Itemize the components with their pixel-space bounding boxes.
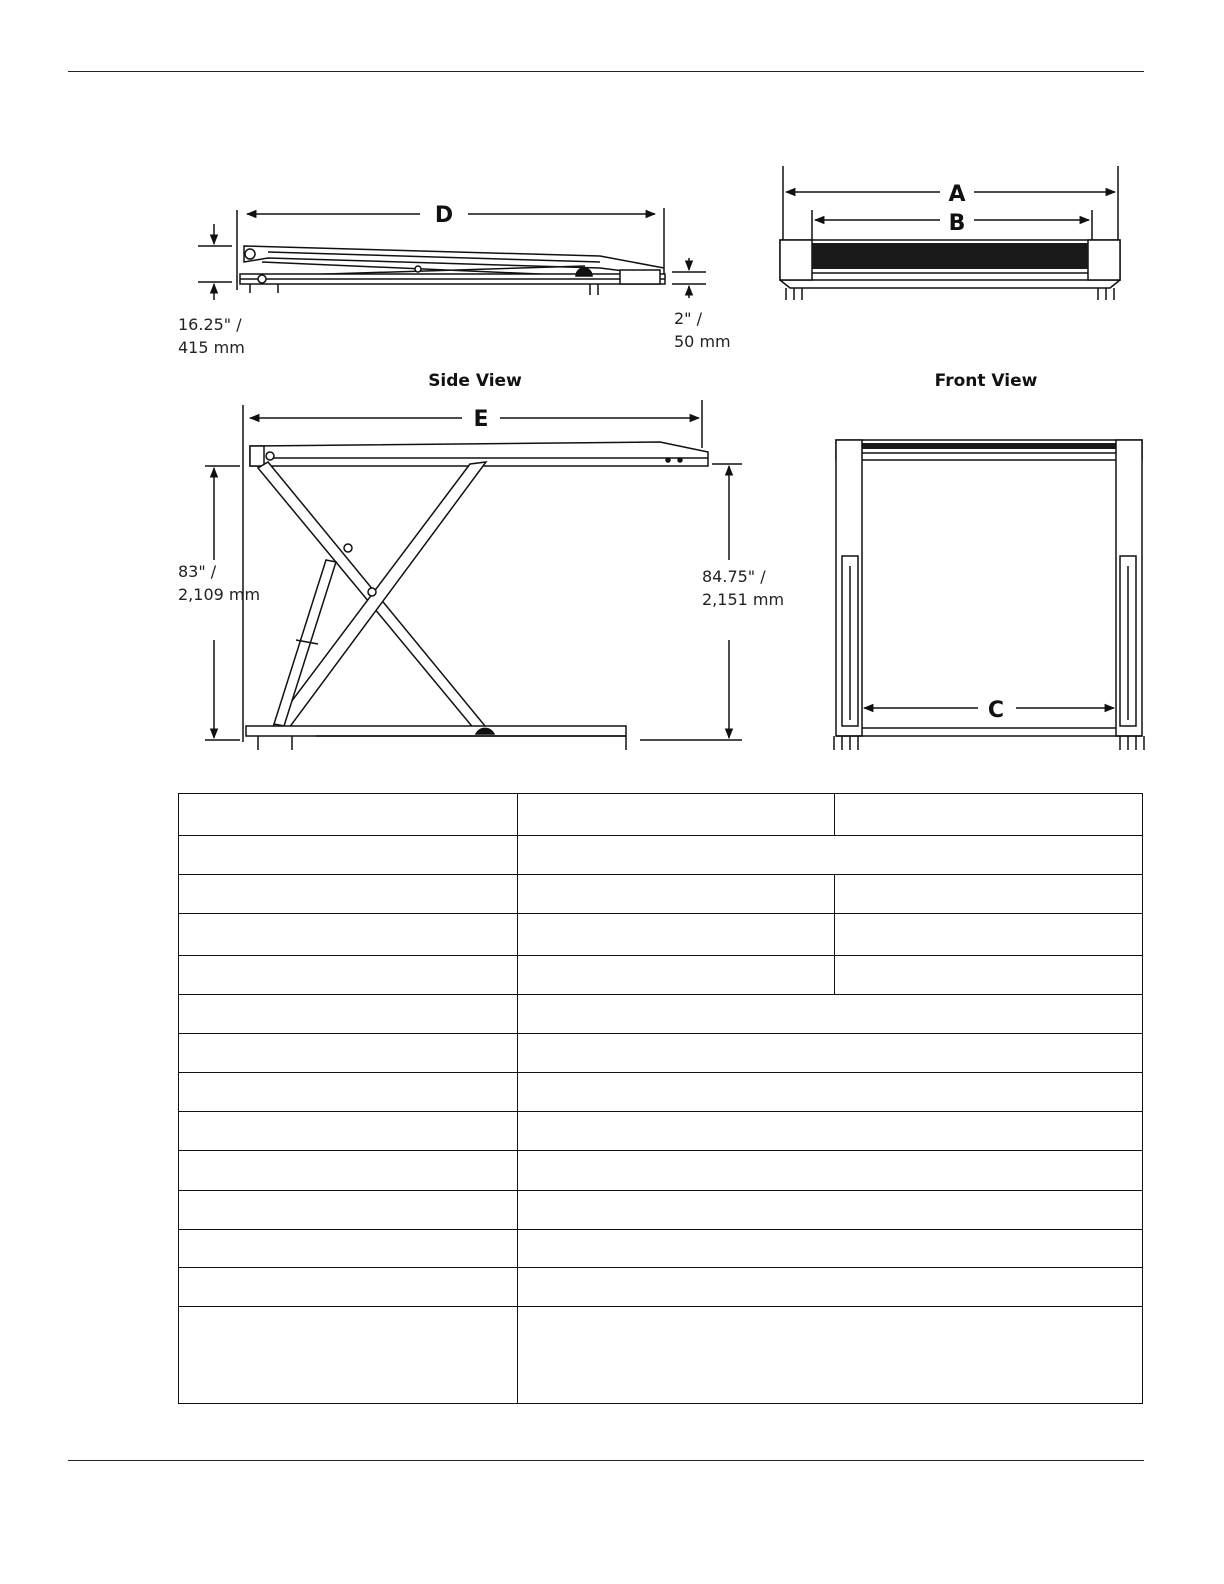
table-row (179, 956, 1143, 995)
table-cell (518, 1112, 1143, 1151)
table-cell (518, 1268, 1143, 1307)
table-cell (518, 956, 835, 995)
table-row (179, 875, 1143, 914)
table-row (179, 1151, 1143, 1191)
raised-height-left-label: 83" / (178, 562, 217, 581)
table-cell (179, 1191, 518, 1230)
table-cell (835, 794, 1143, 836)
table-cell (179, 1230, 518, 1268)
footer-rule (68, 1460, 1144, 1461)
table-cell (179, 794, 518, 836)
table-row (179, 1230, 1143, 1268)
table-row (179, 914, 1143, 956)
table-cell (518, 836, 1143, 875)
table-cell (179, 956, 518, 995)
front-view-caption: Front View (934, 371, 1038, 391)
collapsed-height-label: 16.25" / (178, 315, 242, 334)
table-cell (518, 1034, 1143, 1073)
ramp-height-metric: 50 mm (674, 332, 731, 351)
table-cell (179, 1112, 518, 1151)
table-cell (518, 914, 835, 956)
table-cell (518, 1073, 1143, 1112)
table-row (179, 794, 1143, 836)
table-cell (179, 1268, 518, 1307)
table-cell (179, 914, 518, 956)
raised-height-left-metric: 2,109 mm (178, 585, 261, 604)
table-row (179, 995, 1143, 1034)
table-row (179, 836, 1143, 875)
table-cell (835, 914, 1143, 956)
side-view-raised (205, 400, 742, 750)
table-cell (835, 956, 1143, 995)
raised-height-right-label: 84.75" / (702, 567, 766, 586)
table-cell (518, 1151, 1143, 1191)
table-cell (179, 1307, 518, 1404)
table-cell (518, 1230, 1143, 1268)
side-view-caption: Side View (428, 371, 522, 391)
table-cell (179, 875, 518, 914)
table-cell (179, 1034, 518, 1073)
table-row (179, 1112, 1143, 1151)
table-cell (835, 875, 1143, 914)
table-row (179, 1191, 1143, 1230)
dimension-letter-d: D (434, 203, 454, 228)
table-cell (179, 836, 518, 875)
table-cell (518, 794, 835, 836)
dimension-letter-b: B (948, 211, 966, 236)
table-cell (179, 1151, 518, 1191)
table-row (179, 1268, 1143, 1307)
raised-height-right-metric: 2,151 mm (702, 590, 785, 609)
table-row (179, 1307, 1143, 1404)
table-cell (179, 995, 518, 1034)
dimension-letter-a: A (948, 182, 966, 207)
dimension-letter-c: C (987, 698, 1005, 723)
table-cell (179, 1073, 518, 1112)
dimension-letter-e: E (473, 407, 489, 432)
specification-table (178, 793, 1143, 1404)
lift-dimension-drawings (0, 0, 1224, 790)
table-cell (518, 875, 835, 914)
ramp-height-label: 2" / (674, 309, 703, 328)
table-cell (518, 1307, 1143, 1404)
table-row (179, 1034, 1143, 1073)
table-cell (518, 995, 1143, 1034)
table-row (179, 1073, 1143, 1112)
table-cell (518, 1191, 1143, 1230)
collapsed-height-metric: 415 mm (178, 338, 245, 357)
